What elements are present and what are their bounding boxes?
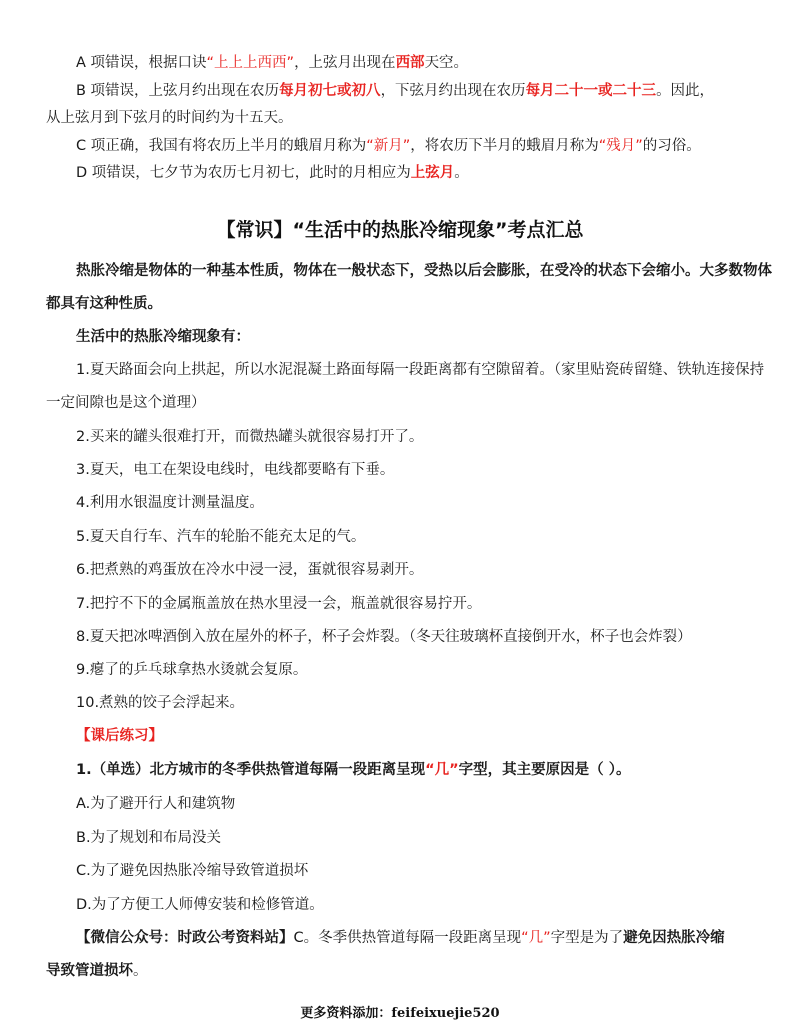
list-item: 2.买来的罐头很难打开，而微热罐头就很容易打开了。	[76, 429, 424, 445]
answer-d: D 项错误，七夕节为农历七月初七，此时的月相应为上弦月。	[76, 165, 469, 181]
list-item: 5.夏天自行车、汽车的轮胎不能充太足的气。	[76, 529, 366, 545]
section-title: 【常识】“生活中的热胀冷缩现象”考点汇总	[216, 219, 584, 241]
list-item: 1.夏天路面会向上拱起，所以水泥混凝土路面每隔一段距离都有空隙留着。（家里贴瓷砖留缝、铁轨连接保持	[76, 362, 765, 378]
option-d: D.为了方便工人师傅安装和检修管道。	[76, 897, 324, 913]
answer-c: C 项正确，我国有将农历上半月的蛾眉月称为“新月”，将农历下半月的蛾眉月称为“残月”的习俗。	[76, 138, 701, 154]
list-item: 4.利用水银温度计测量温度。	[76, 495, 264, 511]
option-c: C.为了避免因热胀冷缩导致管道损坏	[76, 863, 309, 879]
list-item-continued: 一定间隙也是这个道理）	[46, 395, 206, 411]
practice-heading: 【课后练习】	[76, 728, 163, 744]
answer-b-continued: 从上弦月到下弦月的时间约为十五天。	[46, 110, 293, 126]
list-item: 8.夏天把冰啤酒倒入放在屋外的杯子，杯子会炸裂。（冬天往玻璃杯直接倒开水，杯子也会炸裂）	[76, 629, 692, 645]
list-item: 10.煮熟的饺子会浮起来。	[76, 695, 245, 711]
practice-answer: 【微信公众号：时政公考资料站】C。冬季供热管道每隔一段距离呈现“几”字型是为了避免因热胀冷缩	[76, 930, 725, 946]
list-heading: 生活中的热胀冷缩现象有：	[76, 329, 250, 345]
intro-line-2: 都具有这种性质。	[46, 296, 162, 312]
list-item: 6.把煮熟的鸡蛋放在冷水中浸一浸，蛋就很容易剥开。	[76, 562, 424, 578]
practice-question: 1.（单选）北方城市的冬季供热管道每隔一段距离呈现“几”字型，其主要原因是（ ）。	[76, 762, 631, 778]
list-item: 7.把拧不下的金属瓶盖放在热水里浸一会，瓶盖就很容易拧开。	[76, 596, 482, 612]
list-item: 3.夏天，电工在架设电线时，电线都要略有下垂。	[76, 462, 395, 478]
option-b: B.为了规划和布局没关	[76, 830, 222, 846]
answer-a: A 项错误，根据口诀“上上上西西”，上弦月出现在西部天空。	[76, 55, 469, 71]
list-item: 9.瘪了的乒乓球拿热水烫就会复原。	[76, 662, 308, 678]
footer-note: 更多资料添加：feifeixuejie520	[300, 1006, 500, 1021]
answer-b: B 项错误，上弦月约出现在农历每月初七或初八，下弦月约出现在农历每月二十一或二十三。因此，	[76, 83, 715, 99]
practice-answer-continued: 导致管道损坏。	[46, 963, 148, 979]
option-a: A.为了避开行人和建筑物	[76, 796, 236, 812]
intro-line-1: 热胀冷缩是物体的一种基本性质，物体在一般状态下，受热以后会膨胀，在受冷的状态下会缩小。大多数物体	[76, 263, 772, 279]
